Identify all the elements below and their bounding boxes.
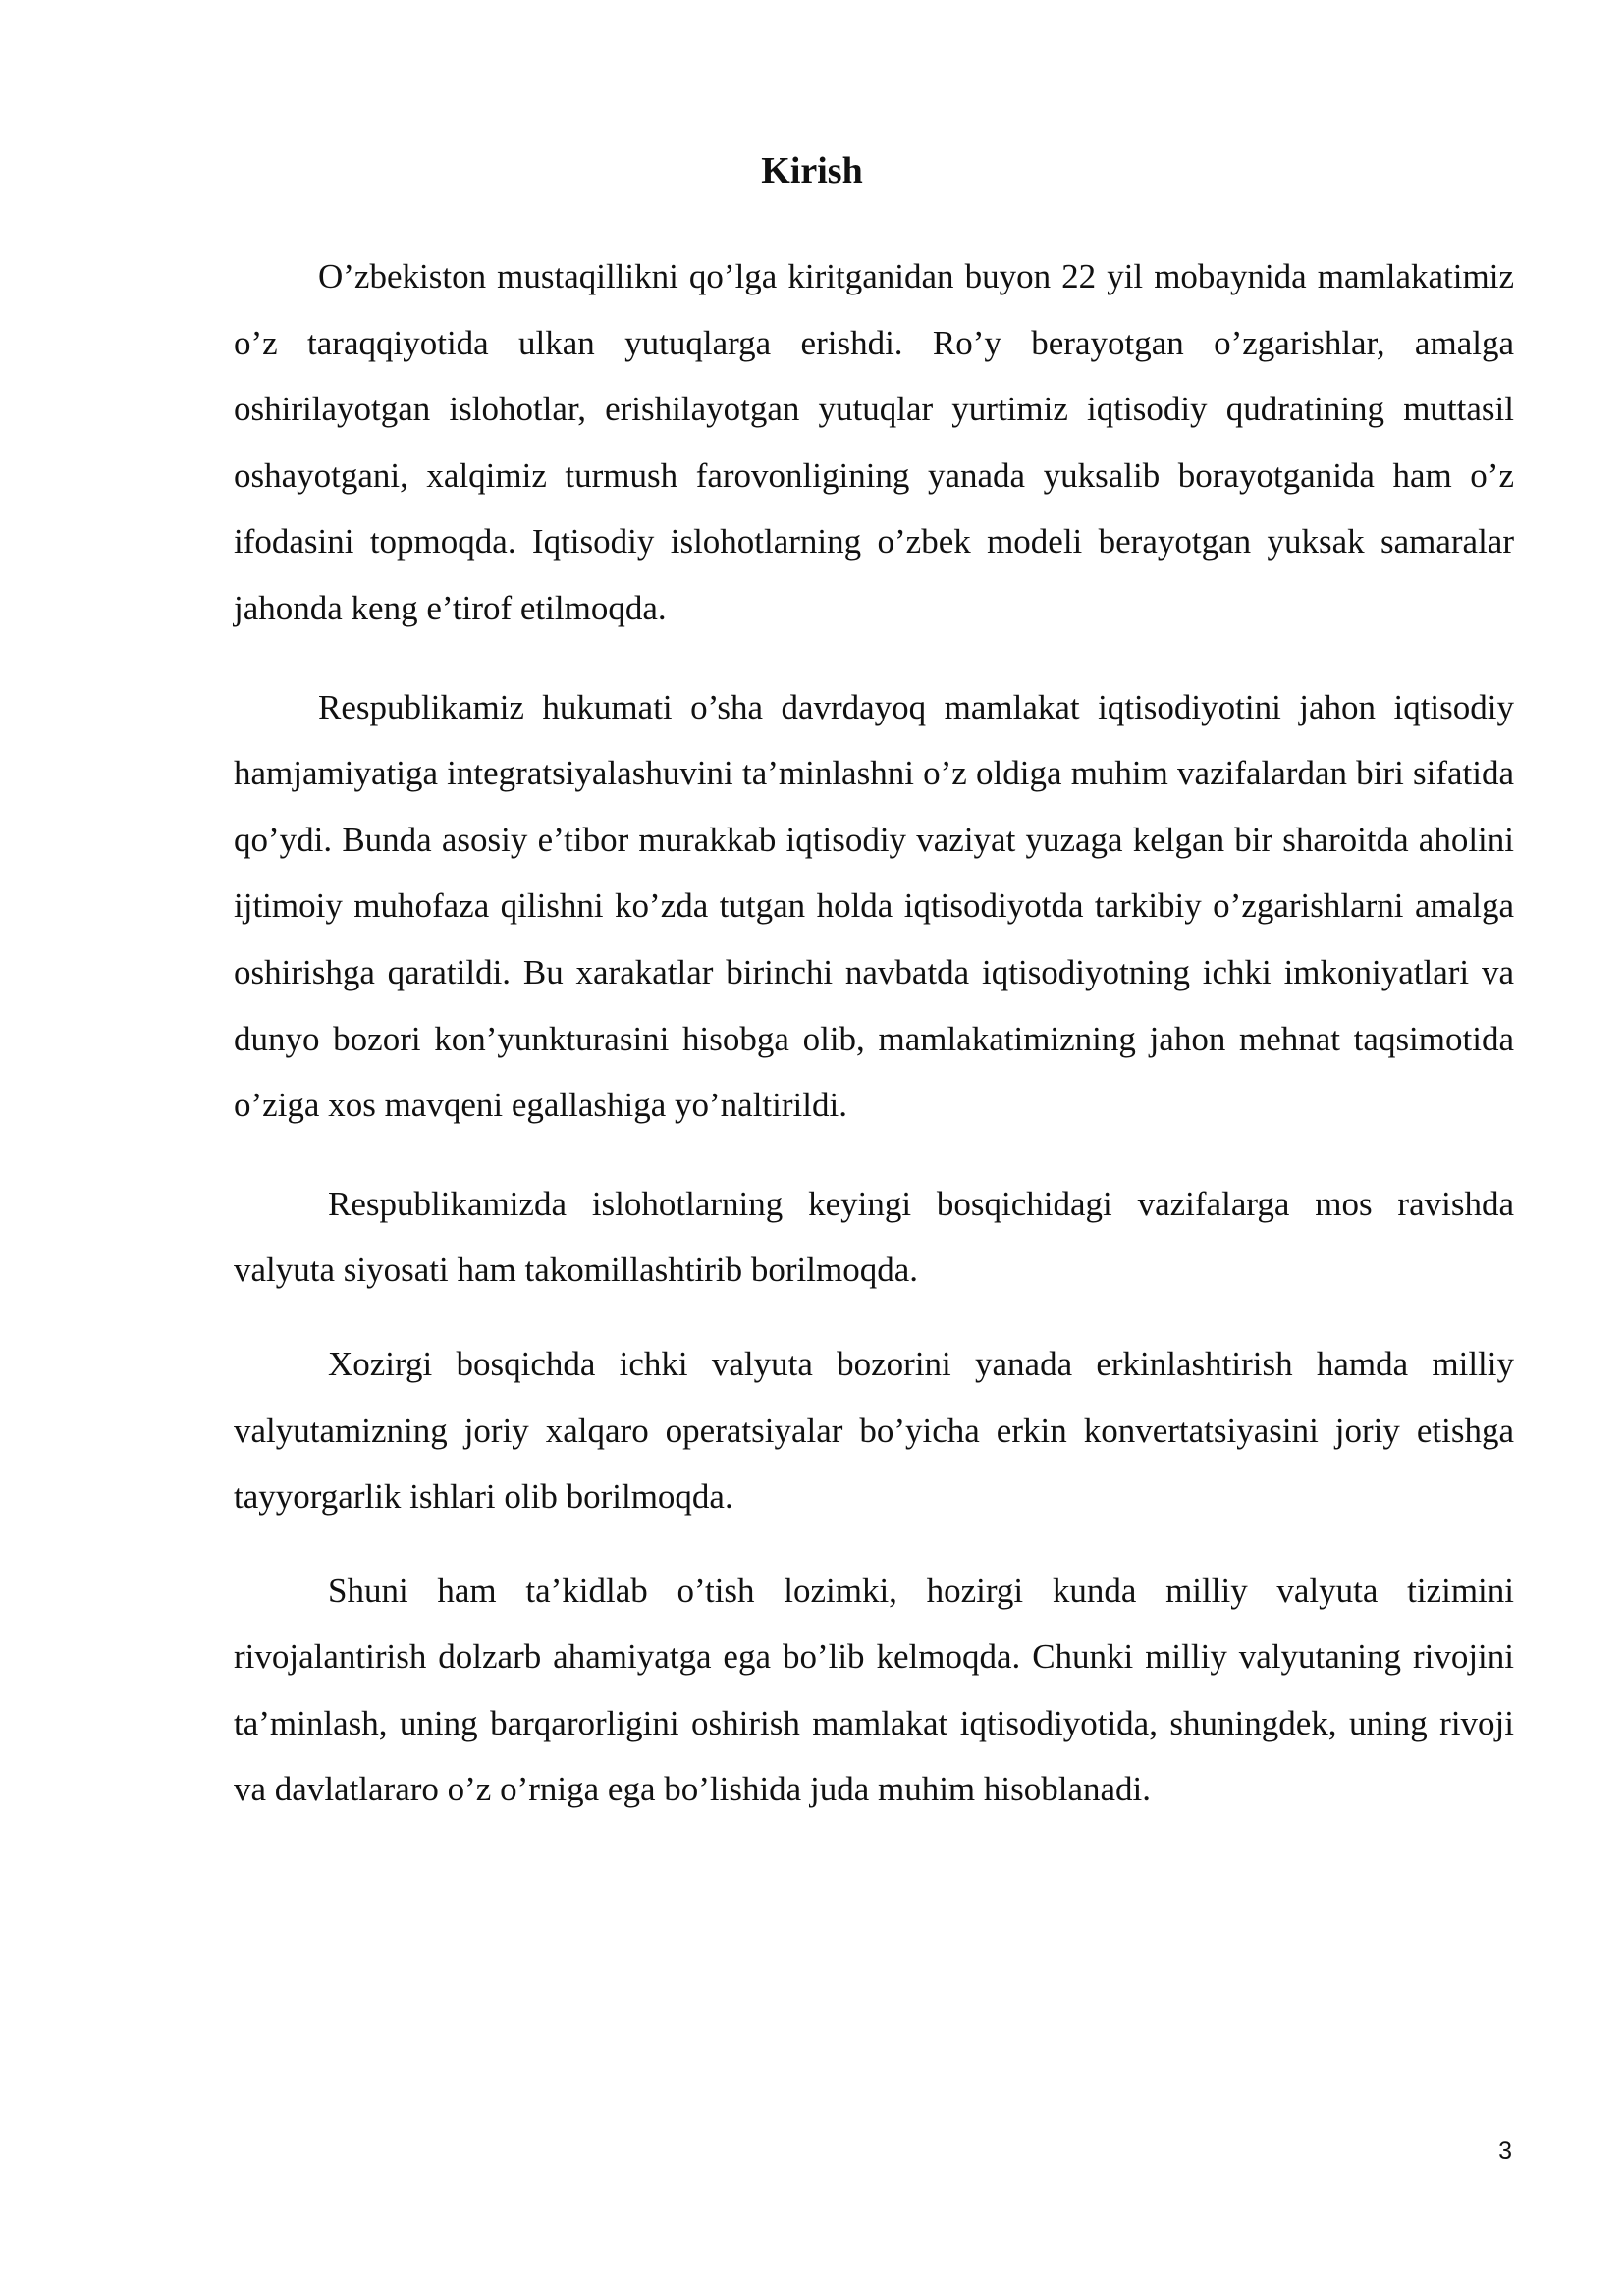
page-title: Kirish [761, 150, 863, 191]
page-number: 3 [1498, 2137, 1512, 2164]
paragraph-2: Respublikamiz hukumati o’sha davrdayoq mamlakat iqtisodiyotini jahon iqtisodiy hamjamiyatiga integratsiyalashuvini ta’minlashni o’z oldiga muhim vazifalardan biri sifatida qo’ydi. Bunda asosiy e’tibor murakkab iqtisodiy vaziyat yuzaga kelgan bir sharoitda aholini ijtimoiy muhofaza qilishni ko’zda tutgan holda iqtisodiyotda tarkibiy o’zgarishlarni amalga oshirishga qaratildi. Bu xarakatlar birinchi navbatda iqtisodiyotning ichki imkoniyatlari va dunyo bozori kon’yunkturasini hisobga olib, mamlakatimizning jahon mehnat taqsimotida o’ziga xos mavqeni egallashiga yo’naltirildi. [234, 687, 1514, 1125]
paragraph-3: Respublikamizda islohotlarning keyingi bosqichidagi vazifalarga mos ravishda valyuta siyosati ham takomillashtirib borilmoqda. [234, 1184, 1514, 1290]
paragraph-1: O’zbekiston mustaqillikni qo’lga kiritganidan buyon 22 yil mobaynida mamlakatimiz o’z taraqqiyotida ulkan yutuqlarga erishdi. Ro’y berayotgan o’zgarishlar, amalga oshirilayotgan islohotlar, erishilayotgan yutuqlar yurtimiz iqtisodiy qudratining muttasil oshayotgani, xalqimiz turmush farovonligining yanada yuksalib borayotganida ham o’z ifodasini topmoqda. Iqtisodiy islohotlarning o’zbek modeli berayotgan yuksak samaralar jahonda keng e’tirof etilmoqda. [234, 257, 1514, 627]
paragraph-4: Xozirgi bosqichda ichki valyuta bozorini yanada erkinlashtirish hamda milliy valyutamizning joriy xalqaro operatsiyalar bo’yicha erkin konvertatsiyasini joriy etishga tayyorgarlik ishlari olib borilmoqda. [234, 1344, 1514, 1517]
paragraph-5: Shuni ham ta’kidlab o’tish lozimki, hozirgi kunda milliy valyuta tizimini rivojalantirish dolzarb ahamiyatga ega bo’lib kelmoqda. Chunki milliy valyutaning rivojini ta’minlash, uning barqarorligini oshirish mamlakat iqtisodiyotida, shuningdek, uning rivoji va davlatlararo o’z o’rniga ega bo’lishida juda muhim hisoblanadi. [234, 1571, 1514, 1809]
body-text [234, 243, 1514, 1823]
